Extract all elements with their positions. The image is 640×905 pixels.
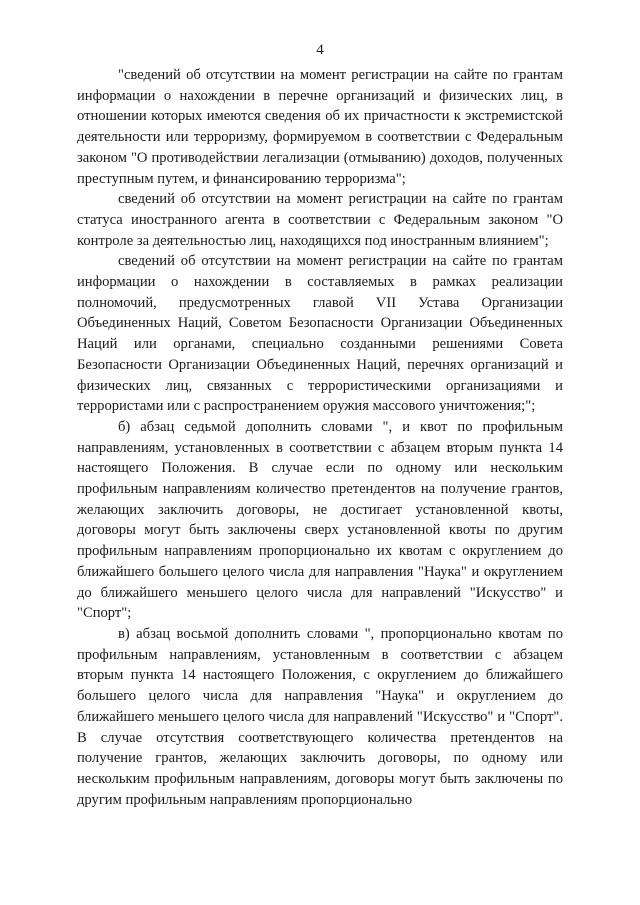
paragraph-item-b: б) абзац седьмой дополнить словами ", и квот по профильным направлениям, установленных в соответствии с абзацем вторым пункта 14 настоящего Положения. В случае если по одному или нескольким профильным направлениям количество претендентов на получение грантов, желающих заключить договоры, не достигает установленной квоты, договоры могут быть заключены сверх установленной квоты по другим профильным направлениям пропорционально их квотам с округлением до ближайшего большего целого числа для направления "Наука" и округлением до ближайшего меньшего целого числа для направлений "Искусство" и "Спорт"; — [77, 418, 563, 622]
paragraph-item-v: в) абзац восьмой дополнить словами ", пропорционально квотам по профильным направлениям, установленным в соответствии с абзацем вторым пункта 14 настоящего Положения, с округлением до ближайшего большего целого числа для направления "Наука" и округлением до ближайшего меньшего целого числа для направлений "Искусство" и "Спорт". В случае отсутствия соответствующего количества претендентов на получение грантов, желающих заключить договоры, по одному или нескольким профильным направлениям, договоры могут быть заключены по другим профильным направлениям пропорционально — [77, 625, 563, 808]
paragraph-extremism-list: "сведений об отсутствии на момент регистрации на сайте по грантам информации о нахождении в перечне организаций и физических лиц, в отношении которых имеются сведения об их причастности к экстремистской деятельности или терроризму, формируемом в соответствии с Федеральным законом "О противодействии легализации (отмыванию) доходов, полученных преступным путем, и финансированию терроризма"; — [77, 67, 563, 187]
paragraph-un-sanctions-list: сведений об отсутствии на момент регистрации на сайте по грантам информации о нахождении в составляемых в рамках реализации полномочий, предусмотренных главой VII Устава Организации Объединенных Наций, Советом Безопасности Организации Объединенных Наций или органами, специально созданными решениями Совета Безопасности Организации Объединенных Наций, перечнях организаций и физических лиц, связанных с террористическими организациями и террористами или с распространением оружия массового уничтожения;"; — [77, 253, 563, 415]
page-number: 4 — [316, 42, 324, 58]
document-body — [77, 65, 563, 810]
paragraph-foreign-agent: сведений об отсутствии на момент регистрации на сайте по грантам статуса иностранного агента в соответствии с Федеральным законом "О контроле за деятельностью лиц, находящихся под иностранным влиянием"; — [77, 191, 563, 249]
